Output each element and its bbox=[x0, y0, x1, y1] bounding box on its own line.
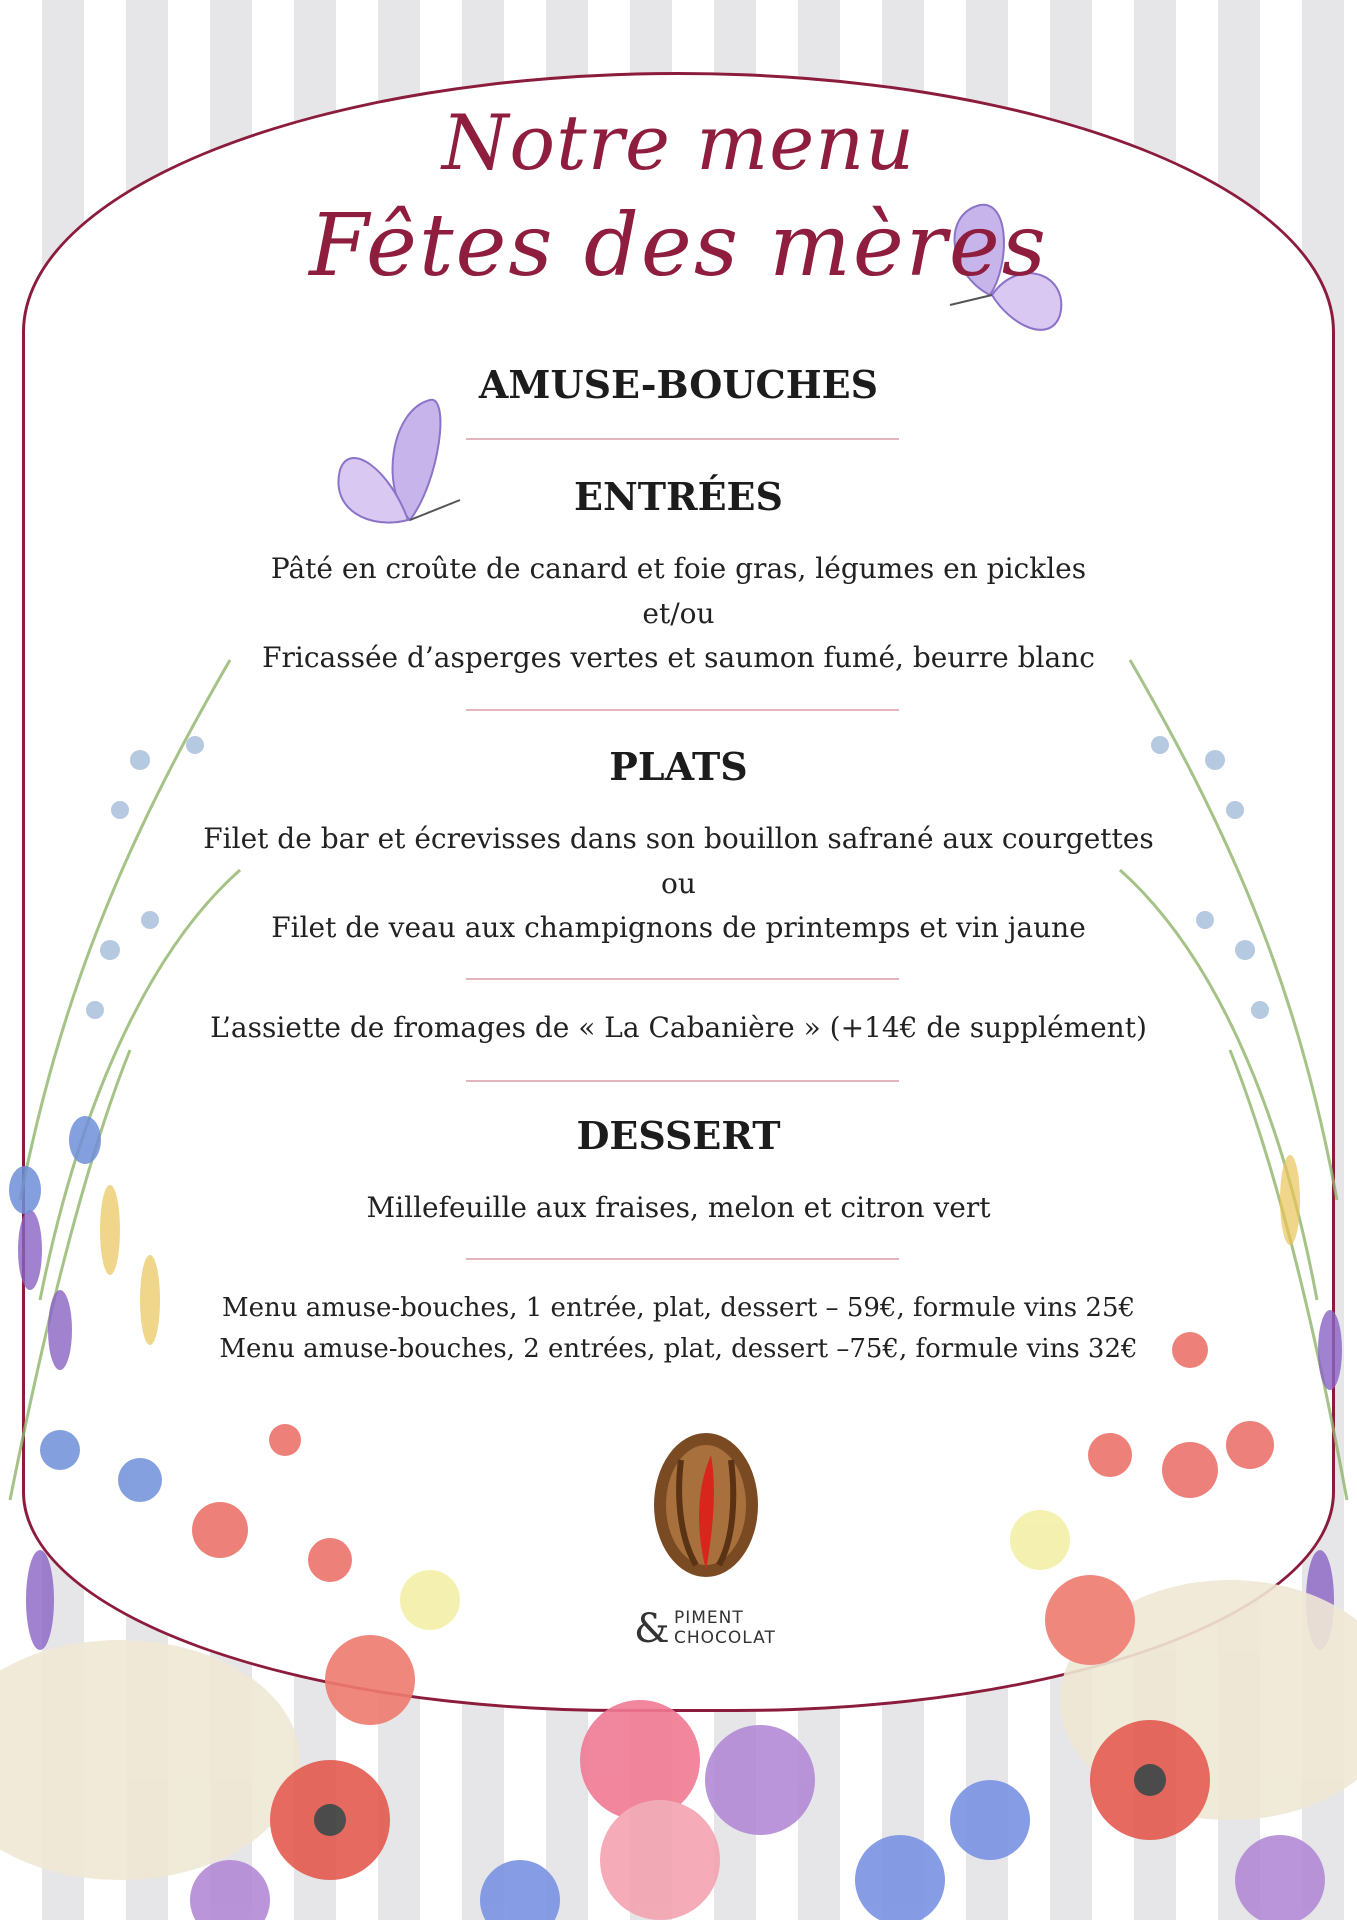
heading-plats: PLATS bbox=[609, 744, 748, 789]
entree-line-3: Fricassée d’asperges vertes et saumon fumé, beurre blanc bbox=[262, 641, 1095, 674]
logo-line2: CHOCOLAT bbox=[674, 1628, 776, 1648]
heading-dessert: DESSERT bbox=[576, 1113, 781, 1158]
fromage-line: L’assiette de fromages de « La Cabanière » (+14€ de supplément) bbox=[210, 1011, 1147, 1044]
title-line2: Fêtes des mères bbox=[309, 196, 1048, 296]
divider bbox=[466, 438, 899, 440]
price-line-1: Menu amuse-bouches, 1 entrée, plat, dessert – 59€, formule vins 25€ bbox=[221, 1293, 1136, 1323]
divider bbox=[466, 709, 899, 711]
plat-line-1: Filet de bar et écrevisses dans son bouillon safrané aux courgettes bbox=[203, 822, 1154, 855]
logo-brand bbox=[634, 1606, 794, 1654]
dessert-line: Millefeuille aux fraises, melon et citron vert bbox=[366, 1191, 991, 1224]
logo-line1: PIMENT bbox=[674, 1608, 744, 1628]
logo-ampersand: & bbox=[634, 1606, 670, 1652]
entree-line-2: et/ou bbox=[642, 597, 715, 630]
divider bbox=[466, 1080, 899, 1082]
price-line-2: Menu amuse-bouches, 2 entrées, plat, dessert –75€, formule vins 32€ bbox=[219, 1334, 1138, 1364]
cacao-chili-logo-icon bbox=[651, 1430, 761, 1580]
divider bbox=[466, 1258, 899, 1260]
title-line1: Notre menu bbox=[441, 98, 916, 187]
plat-line-2: ou bbox=[661, 867, 696, 900]
plat-line-3: Filet de veau aux champignons de printemps et vin jaune bbox=[271, 911, 1086, 944]
heading-amuse-bouches: AMUSE-BOUCHES bbox=[478, 362, 879, 407]
entree-line-1: Pâté en croûte de canard et foie gras, légumes en pickles bbox=[270, 552, 1087, 585]
heading-entrees: ENTRÉES bbox=[574, 474, 783, 519]
divider bbox=[466, 978, 899, 980]
